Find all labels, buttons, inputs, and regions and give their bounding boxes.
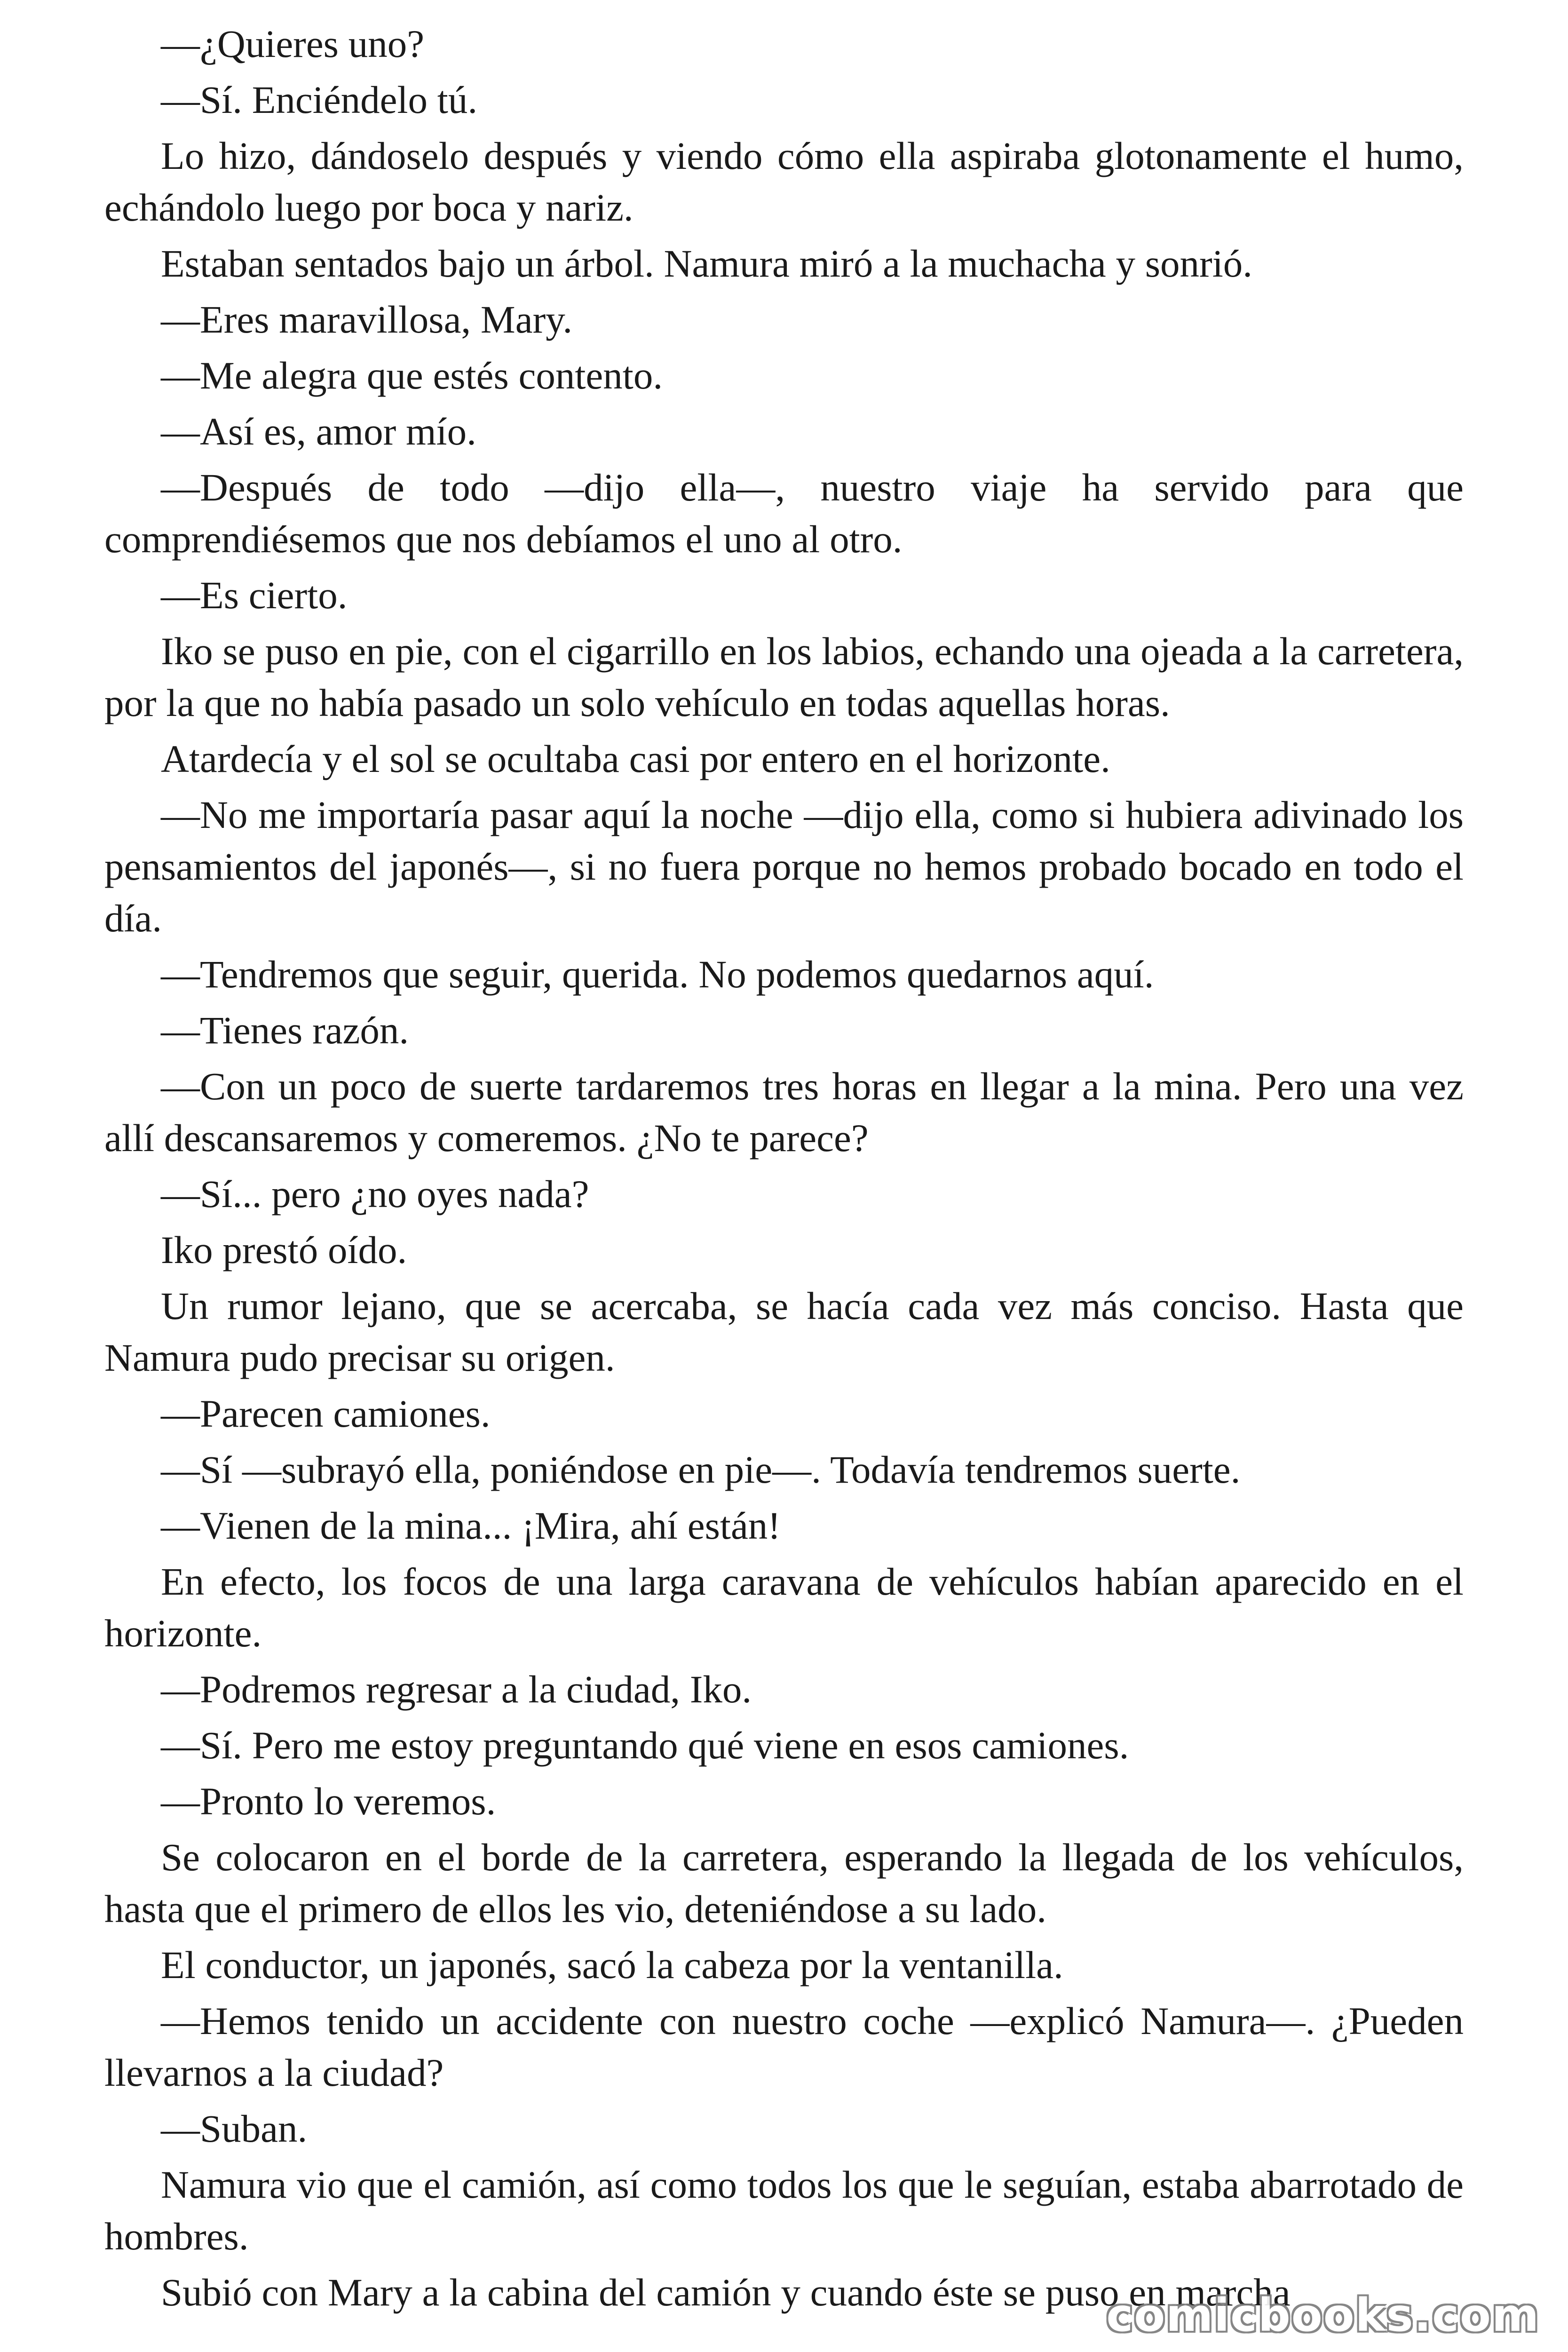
paragraph: —Así es, amor mío. — [161, 410, 476, 453]
paragraph: En efecto, los focos de una larga caravana de vehículos habían aparecido en el horizonte. — [104, 1560, 1464, 1655]
paragraph: —Pronto lo veremos. — [161, 1780, 496, 1823]
paragraph: —Sí... pero ¿no oyes nada? — [161, 1172, 589, 1216]
paragraph: Lo hizo, dándoselo después y viendo cómo ella aspiraba glotonamente el humo, echándolo luego por boca y nariz. — [104, 134, 1464, 229]
paragraph: —Después de todo —dijo ella—, nuestro viaje ha servido para que comprendiésemos que nos debíamos el uno al otro. — [104, 466, 1464, 561]
paragraph: —Me alegra que estés contento. — [161, 354, 663, 397]
paragraph: —Suban. — [161, 2107, 308, 2150]
paragraph: —Eres maravillosa, Mary. — [161, 298, 573, 341]
paragraph: —Tienes razón. — [161, 1009, 409, 1052]
paragraph: —Sí —subrayó ella, poniéndose en pie—. Todavía tendremos suerte. — [161, 1448, 1241, 1491]
paragraph: Un rumor lejano, que se acercaba, se hacía cada vez más conciso. Hasta que Namura pudo precisar su origen. — [104, 1284, 1464, 1379]
page-body — [104, 18, 1464, 2322]
paragraph: El conductor, un japonés, sacó la cabeza por la ventanilla. — [161, 1943, 1063, 1986]
paragraph: —Podremos regresar a la ciudad, Iko. — [161, 1668, 752, 1711]
paragraph: Atardecía y el sol se ocultaba casi por entero en el horizonte. — [161, 737, 1110, 780]
paragraph: —Parecen camiones. — [161, 1392, 491, 1435]
paragraph: —Es cierto. — [161, 573, 348, 617]
paragraph: —¿Quieres uno? — [161, 22, 425, 65]
paragraph: —Sí. Enciéndelo tú. — [161, 78, 478, 121]
paragraph: Namura vio que el camión, así como todos los que le seguían, estaba abarrotado de hombres. — [104, 2163, 1464, 2258]
watermark: comicbooks.com — [1106, 2289, 1540, 2342]
paragraph: Subió con Mary a la cabina del camión y cuando éste se puso en marcha — [161, 2271, 1291, 2314]
paragraph: Iko se puso en pie, con el cigarrillo en los labios, echando una ojeada a la carretera, por la que no había pasado un solo vehículo en todas aquellas horas. — [104, 629, 1464, 724]
paragraph: —Con un poco de suerte tardaremos tres horas en llegar a la mina. Pero una vez allí descansaremos y comeremos. ¿No te parece? — [104, 1065, 1464, 1160]
paragraph: —Sí. Pero me estoy preguntando qué viene en esos camiones. — [161, 1724, 1129, 1767]
paragraph: —No me importaría pasar aquí la noche —dijo ella, como si hubiera adivinado los pensamientos del japonés—, si no fuera porque no hemos probado bocado en todo el día. — [104, 793, 1464, 940]
paragraph: —Tendremos que seguir, querida. No podemos quedarnos aquí. — [161, 953, 1154, 996]
paragraph: Se colocaron en el borde de la carretera, esperando la llegada de los vehículos, hasta que el primero de ellos les vio, deteniéndose a su lado. — [104, 1836, 1464, 1931]
paragraph: Iko prestó oído. — [161, 1228, 407, 1271]
paragraph: —Vienen de la mina... ¡Mira, ahí están! — [161, 1504, 781, 1547]
paragraph: Estaban sentados bajo un árbol. Namura miró a la muchacha y sonrió. — [161, 242, 1253, 285]
paragraph: —Hemos tenido un accidente con nuestro coche —explicó Namura—. ¿Pueden llevarnos a la ciudad? — [104, 1999, 1464, 2094]
